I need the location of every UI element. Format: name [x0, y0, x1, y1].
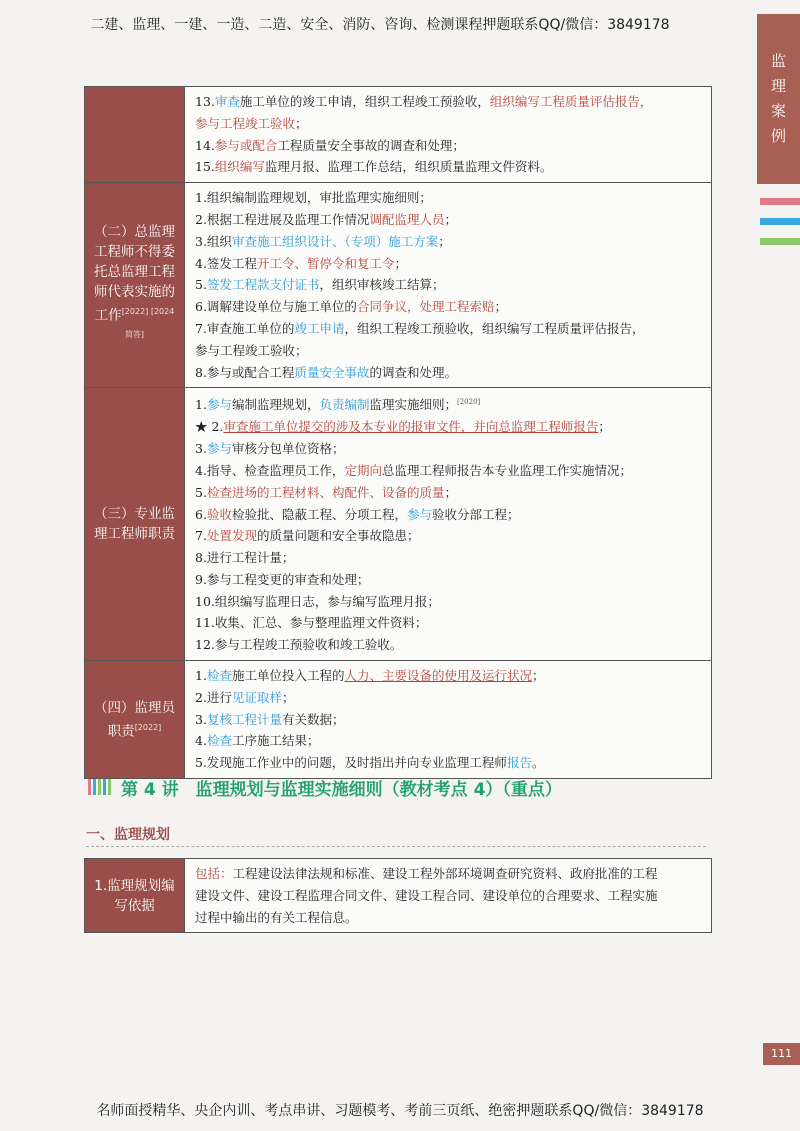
list-item: 6.调解建设单位与施工单位的合同争议，处理工程索赔；	[195, 299, 507, 315]
divider	[86, 846, 706, 847]
table-row	[85, 87, 712, 183]
row-label-empty	[85, 87, 185, 183]
list-item: 1.组织编制监理规划，审批监理实施细则；	[195, 190, 432, 206]
row-content	[185, 661, 712, 779]
list-item: 2.进行见证取样；	[195, 689, 295, 705]
row-content	[185, 183, 712, 388]
row-content	[185, 87, 712, 183]
page-header: 二建、监理、一建、一造、二造、安全、消防、咨询、检测课程押题联系QQ/微信：3849178	[90, 17, 670, 33]
list-item: 14.参与或配合工程质量安全事故的调查和处理；	[195, 137, 465, 153]
duties-table	[84, 86, 712, 779]
basis-table	[84, 858, 712, 933]
row-label: （四）监理员职责[2022]	[85, 661, 185, 779]
lecture-title-text: 第 4 讲 监理规划与监理实施细则（教材考点 4）（重点）	[121, 779, 562, 800]
list-item: 7.处置发现的质量问题和安全事故隐患；	[195, 528, 420, 544]
row-content	[185, 859, 712, 933]
side-tab-char: 例	[770, 127, 786, 145]
side-tab-char: 监	[770, 52, 786, 70]
table-row	[85, 388, 712, 661]
row-label: （三）专业监理工程师职责	[85, 388, 185, 661]
list-item: 过程中输出的有关工程信息。	[195, 909, 358, 925]
list-item: 10.组织编写监理日志，参与编写监理月报；	[195, 593, 440, 609]
list-item: 3.组织审查施工组织设计、（专项）施工方案；	[195, 233, 451, 249]
side-tab-char: 理	[770, 77, 786, 95]
list-item: ★ 2.审查施工单位提交的涉及本专业的报审文件，并向总监理工程师报告；	[195, 419, 611, 435]
list-item: 包括：工程建设法律法规和标准、建设工程外部环境调查研究资料、政府批准的工程	[195, 866, 658, 881]
list-item: 5.检查进场的工程材料、构配件、设备的质量；	[195, 484, 457, 500]
row-label: 1.监理规划编写依据	[85, 859, 185, 933]
list-item: 4.指导、检查监理员工作，定期向总监理工程师报告本专业监理工作实施情况；	[195, 462, 632, 478]
list-item: 7.审查施工单位的竣工申请，组织工程竣工预验收，组织编写工程质量评估报告，	[195, 320, 645, 336]
list-item: 参与工程竣工验收；	[195, 342, 308, 358]
side-tab-char: 案	[770, 102, 786, 120]
table-row	[85, 859, 712, 933]
list-item: 2.根据工程进展及监理工作情况调配监理人员；	[195, 211, 457, 227]
list-item: 6.验收检验批、隐蔽工程、分项工程，参与验收分部工程；	[195, 506, 520, 522]
list-item: 1.检查施工单位投入工程的人力、主要设备的使用及运行状况；	[195, 668, 545, 684]
row-content	[185, 388, 712, 661]
lecture-title	[88, 774, 562, 800]
list-item: 建设文件、建设工程监理合同文件、建设工程合同、建设单位的合理要求、工程实施	[195, 887, 658, 903]
exam-year-tag: [2022]	[134, 722, 162, 732]
list-item: 参与工程竣工验收；	[195, 115, 308, 131]
section-subtitle: 一、监理规划	[86, 827, 170, 843]
exam-year-tag: [2022] [2024简答]	[121, 306, 175, 340]
list-item: 4.签发工程开工令、暂停令和复工令；	[195, 255, 407, 271]
list-item: 5.签发工程款支付证书，组织审核竣工结算；	[195, 277, 445, 293]
list-item: 5.发现施工作业中的问题，及时指出并向专业监理工程师报告。	[195, 755, 545, 771]
color-stripe	[760, 238, 800, 245]
list-item: 4.检查工序施工结果；	[195, 733, 320, 749]
list-item: 8.参与或配合工程质量安全事故的调查和处理。	[195, 364, 457, 380]
table-row	[85, 661, 712, 779]
list-item: 1.参与编制监理规划，负责编制监理实施细则；[2020]	[195, 397, 481, 413]
list-item: 3.参与审核分包单位资格；	[195, 441, 345, 457]
title-bars-icon	[88, 779, 111, 795]
list-item: 13.审查施工单位的竣工申请，组织工程竣工预验收，组织编写工程质量评估报告，	[195, 94, 653, 109]
row-label: （二）总监理工程师不得委托总监理工程师代表实施的工作[2022] [2024简答]	[85, 183, 185, 388]
page-number: 111	[763, 1043, 800, 1065]
list-item: 12.参与工程竣工预验收和竣工验收。	[195, 637, 403, 653]
side-chapter-tab	[757, 14, 800, 184]
list-item: 9.参与工程变更的审查和处理；	[195, 571, 370, 587]
list-item: 8.进行工程计量；	[195, 550, 295, 566]
color-stripe	[760, 198, 800, 205]
table-row	[85, 183, 712, 388]
page-footer: 名师面授精华、央企内训、考点串讲、习题模考、考前三页纸、绝密押题联系QQ/微信：3849178	[96, 1103, 704, 1119]
list-item: 15.组织编写监理月报、监理工作总结，组织质量监理文件资料。	[195, 159, 553, 175]
list-item: 3.复核工程计量有关数据；	[195, 711, 345, 727]
color-stripe	[760, 218, 800, 225]
list-item: 11.收集、汇总、参与整理监理文件资料；	[195, 615, 428, 631]
